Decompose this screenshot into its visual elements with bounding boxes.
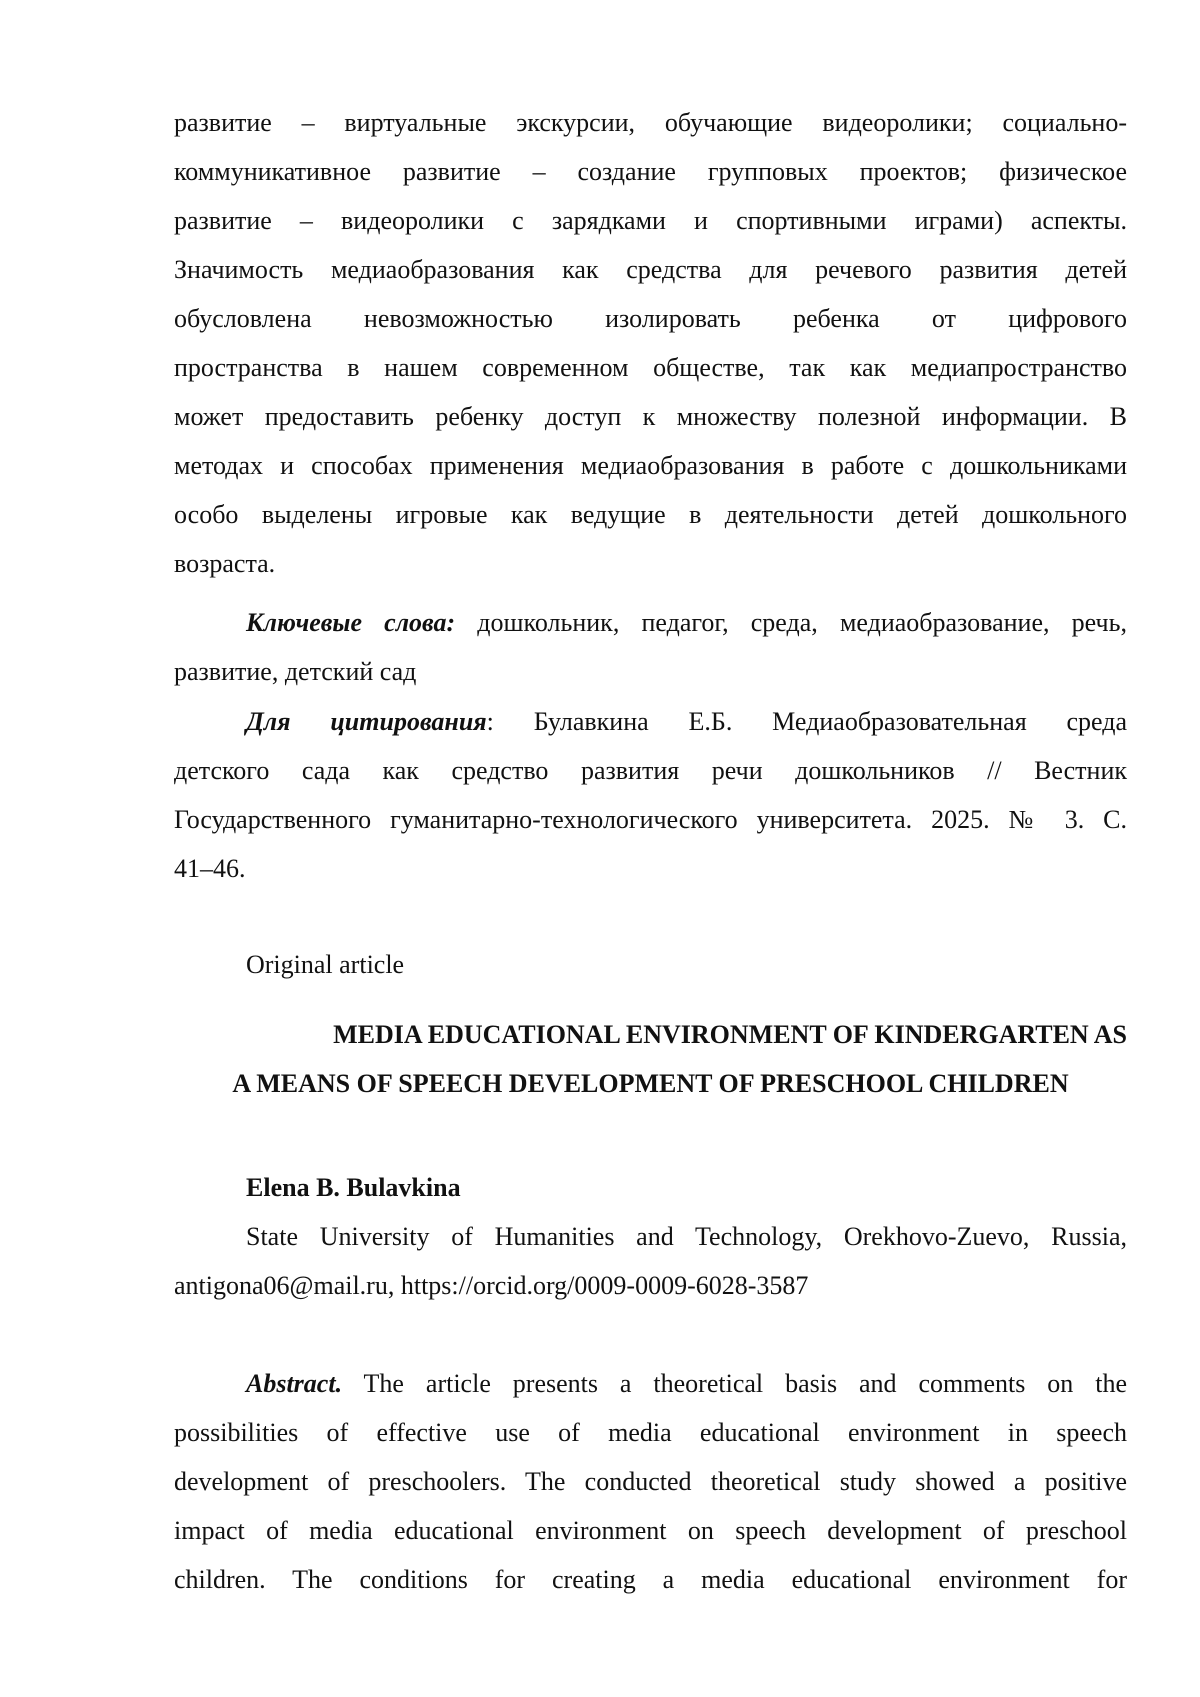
paragraph-line: возраста. <box>174 549 276 578</box>
abstract-text: The article presents a theoretical basis and comments on the <box>342 1369 1127 1398</box>
keywords <box>174 598 1127 696</box>
abstract-label: Abstract. <box>246 1369 343 1398</box>
abstract-line: possibilities of effective use of media educational environment in speech <box>174 1418 1127 1447</box>
citation-line: Государственного гуманитарно-технологического университета. 2025. № 3. С. <box>174 805 1127 834</box>
abstract-line: development of preschoolers. The conducted theoretical study showed a positive <box>174 1467 1127 1496</box>
keywords-line <box>174 598 1127 647</box>
paragraph-line: Значимость медиаобразования как средства для речевого развития детей <box>174 255 1127 284</box>
citation-line <box>174 697 1127 746</box>
author-affiliation <box>174 1212 1127 1310</box>
paragraph-line: методах и способах применения медиаобразования в работе с дошкольниками <box>174 451 1127 480</box>
keywords-label: Ключевые слова: <box>246 608 456 637</box>
paragraph-line: развитие – видеоролики с зарядками и спортивными играми) аспекты. <box>174 206 1127 235</box>
abstract-line: children. The conditions for creating a media educational environment for <box>174 1565 1127 1594</box>
paragraph-line: коммуникативное развитие – создание групповых проектов; физическое <box>174 157 1127 186</box>
article-type: Original article <box>246 950 405 979</box>
citation-label: Для цитирования <box>246 707 487 736</box>
article-title-line: A MEANS OF SPEECH DEVELOPMENT OF PRESCHOOL CHILDREN <box>232 1069 1069 1098</box>
author-contacts: antigona06@mail.ru, https://orcid.org/0009-0009-6028-3587 <box>174 1271 809 1300</box>
author-name: Elena B. Bulavkina <box>246 1173 461 1202</box>
paragraph-line: обусловлена невозможностью изолировать ребенка от цифрового <box>174 304 1127 333</box>
citation <box>174 697 1127 893</box>
article-title-line: MEDIA EDUCATIONAL ENVIRONMENT OF KINDERGARTEN AS <box>333 1020 1127 1049</box>
keywords-line: развитие, детский сад <box>174 657 417 686</box>
paragraph-line: пространства в нашем современном обществе, так как медиапространство <box>174 353 1127 382</box>
abstract-line: impact of media educational environment on speech development of preschool <box>174 1516 1127 1545</box>
citation-line: детского сада как средство развития речи дошкольников // Вестник <box>174 756 1127 785</box>
citation-line: 41–46. <box>174 854 246 883</box>
paragraph-line: особо выделены игровые как ведущие в деятельности детей дошкольного <box>174 500 1127 529</box>
paragraph-line: развитие – виртуальные экскурсии, обучающие видеоролики; социально- <box>174 108 1127 137</box>
russian-abstract-continuation <box>174 98 1127 588</box>
paragraph-line: может предоставить ребенку доступ к множеству полезной информации. В <box>174 402 1127 431</box>
affiliation-line: State University of Humanities and Technology, Orekhovo-Zuevo, Russia, <box>246 1222 1127 1251</box>
english-abstract <box>174 1359 1127 1604</box>
article-title <box>174 1010 1127 1108</box>
keywords-text: дошкольник, педагог, среда, медиаобразование, речь, <box>455 608 1127 637</box>
citation-text: : Булавкина Е.Б. Медиаобразовательная среда <box>486 707 1127 736</box>
abstract-line <box>174 1359 1127 1408</box>
